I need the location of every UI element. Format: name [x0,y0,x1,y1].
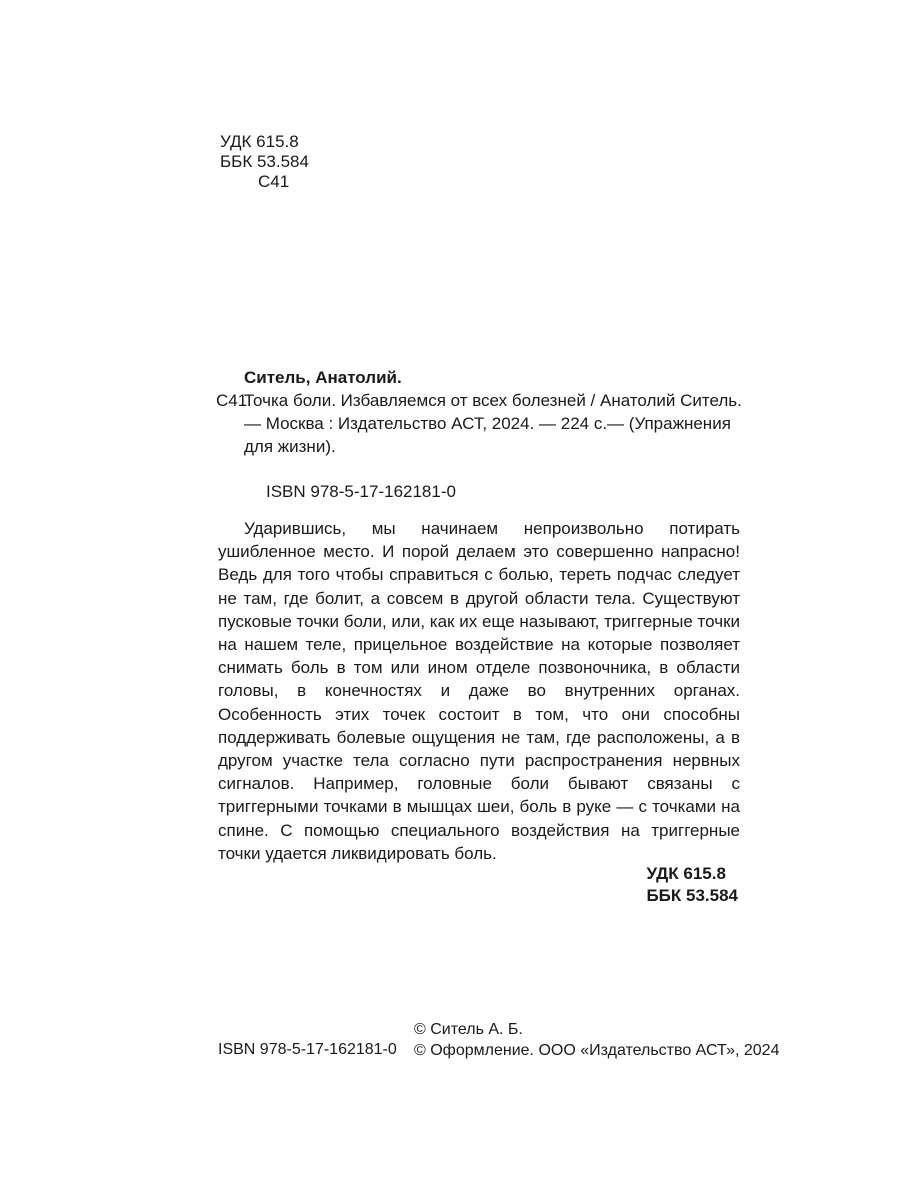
annotation-text: Ударившись, мы начинаем непроизвольно потирать ушибленное место. И порой делаем это совершенно напрасно! Ведь для того чтобы справиться с болью, тереть подчас следует не там, где болит, а совсем в другой области тела. Существуют пусковые точки боли, или, как их еще называют, триггерные точки на нашем теле, прицельное воздействие на которые позволяет снимать боль в том или ином отделе позвоночника, в области головы, в конечностях и даже во внутренних органах. Особенность этих точек состоит в том, что они способны поддерживать болевые ощущения не там, где расположены, а в другом участке тела согласно пути распространения нервных сигналов. Например, головные боли бывают связаны с триггерными точками в мышцах шеи, боль в руке — с точками на спине. С помощью специального воздействия на триггерные точки удается ликвидировать боль. [218,519,740,863]
classification-udk: УДК 615.8 [646,864,726,883]
footer-isbn: ISBN 978-5-17-162181-0 [218,1041,397,1058]
header-udk: УДК 615.8 [220,132,299,151]
header-author-mark: С41 [258,172,290,191]
classification-block [646,863,738,907]
copyright-design: © Оформление. ООО «Издательство АСТ», 2024 [414,1042,780,1059]
author-heading: Ситель, Анатолий. [244,368,402,387]
header-bbk: ББК 53.584 [220,152,309,171]
copyright-block [414,1019,779,1061]
bibliographic-description: Точка боли. Избавляемся от всех болезней / Анатолий Ситель. — Москва : Издательство АСТ, 2024. — 224 с.— (Упражнения для жизни). [244,391,742,456]
copyright-author: © Ситель А. Б. [414,1021,523,1038]
classification-bbk: ББК 53.584 [646,886,738,905]
header-classification-codes [220,132,309,192]
bibliographic-entry [216,389,744,458]
bibliographic-record [216,366,744,458]
entry-author-mark: С41 [216,391,248,410]
isbn-record: ISBN 978-5-17-162181-0 [266,482,456,501]
